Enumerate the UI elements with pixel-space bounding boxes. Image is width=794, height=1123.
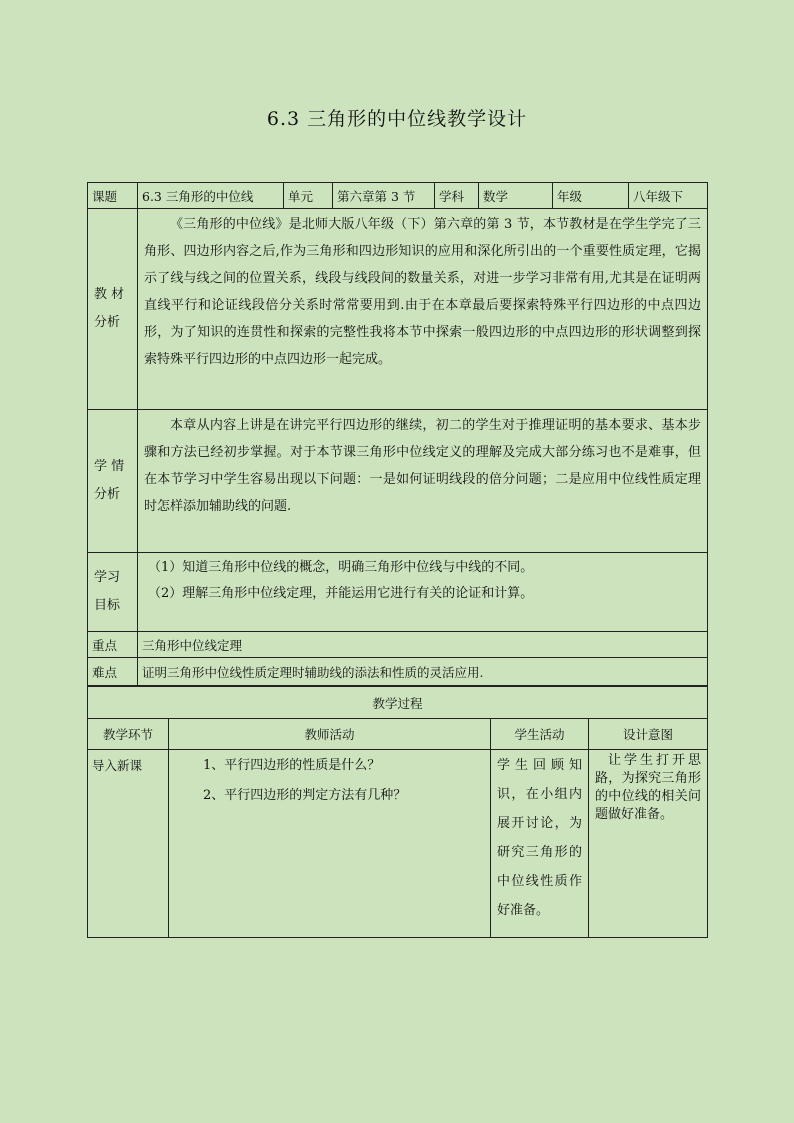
course-label: 课题	[88, 183, 138, 209]
difficulty-label: 难点	[88, 658, 138, 686]
unit-value: 第六章第 3 节	[333, 183, 435, 209]
unit-label: 单元	[284, 183, 333, 209]
goals-label: 学习 目标	[88, 553, 138, 632]
design-intent: 让学生打开思路，为探究三角形的中位线的相关问题做好准备。	[595, 753, 702, 822]
subject-label: 学科	[435, 183, 479, 209]
difficulty-row	[88, 658, 708, 686]
lesson-info-table	[87, 182, 708, 686]
key-point-row	[88, 632, 708, 658]
header-student: 学生活动	[491, 719, 589, 750]
process-heading-row	[88, 687, 708, 719]
course-value: 6.3 三角形的中位线	[138, 183, 284, 209]
header-intent: 设计意图	[589, 719, 708, 750]
process-header-row	[88, 719, 708, 750]
info-row	[88, 183, 708, 209]
student-analysis-row	[88, 410, 708, 553]
page-title: 6.3 三角形的中位线教学设计	[266, 108, 528, 130]
student-analysis-label: 学 情 分析	[88, 410, 138, 553]
difficulty-text: 证明三角形中位线性质定理时辅助线的添法和性质的灵活应用.	[138, 658, 708, 686]
key-point-text: 三角形中位线定理	[138, 632, 708, 658]
student-activity: 学生回顾知识，在小组内展开讨论，为研究三角形的中位线性质作好准备。	[497, 758, 582, 918]
textbook-analysis-text: 《三角形的中位线》是北师大版八年级（下）第六章的第 3 节，本节教材是在学生学完了三角形、四边形内容之后,作为三角形和四边形知识的应用和深化所引出的一个重要性质定理，它揭示了线与线之间的位置关系，线段与线段间的数量关系，对进一步学习非常有用,尤其是在证明两直线平行和论证线段倍分关系时常常要用到.由于在本章最后要探索特殊平行四边形的中点四边形，为了知识的连贯性和探索的完整性我将本节中探索一般四边形的中点四边形的形状调整到探索特殊平行四边形的中点四边形一起完成。	[144, 217, 701, 367]
student-analysis-text: 本章从内容上讲是在讲完平行四边形的继续，初二的学生对于推理证明的基本要求、基本步骤和方法已经初步掌握。对于本节课三角形中位线定义的理解及完成大部分练习也不是难事，但在本节学习中学生容易出现以下问题：一是如何证明线段的倍分问题；二是应用中位线性质定理时怎样添加辅助线的问题.	[144, 418, 701, 514]
goals-row	[88, 553, 708, 632]
teaching-process-table	[87, 686, 708, 938]
goal-item-2: （2）理解三角形中位线定理，并能运用它进行有关的论证和计算。	[148, 586, 534, 601]
grade-label: 年级	[553, 183, 629, 209]
header-teacher: 教师活动	[169, 719, 491, 750]
key-point-label: 重点	[88, 632, 138, 658]
teacher-question-1: 1、平行四边形的性质是什么？	[203, 758, 381, 773]
stage-intro: 导入新课	[88, 750, 169, 938]
header-stage: 教学环节	[88, 719, 169, 750]
textbook-analysis-row	[88, 209, 708, 410]
grade-value: 八年级下	[629, 183, 708, 209]
textbook-analysis-label: 教 材 分析	[88, 209, 138, 410]
process-heading: 教学过程	[88, 687, 708, 719]
process-row-intro	[88, 750, 708, 938]
goal-item-1: （1）知道三角形中位线的概念，明确三角形中位线与中线的不同。	[148, 560, 534, 575]
subject-value: 数学	[479, 183, 553, 209]
teacher-question-2: 2、平行四边形的判定方法有几种？	[203, 788, 407, 803]
